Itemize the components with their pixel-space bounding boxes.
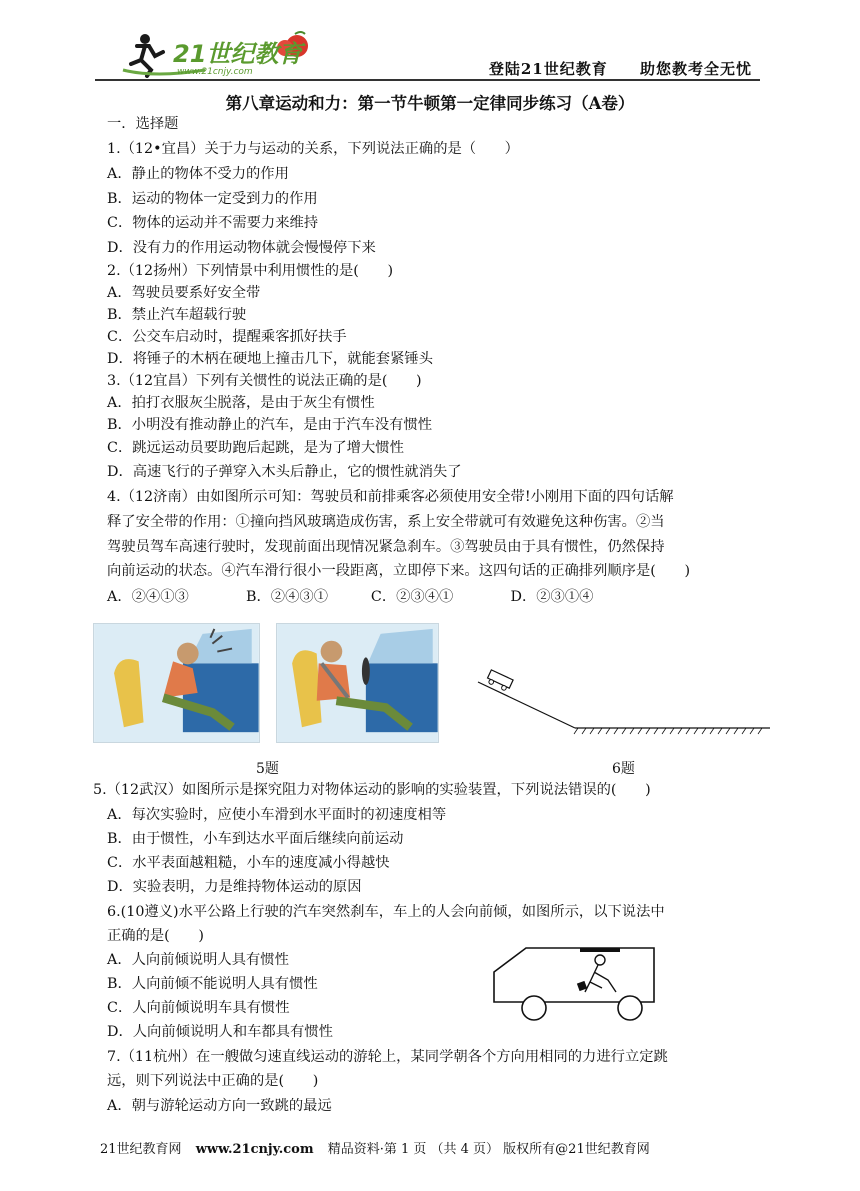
site-logo [115,30,325,78]
q6-stem-line1: 6.(10遵义)水平公路上行驶的汽车突然刹车，车上的人会向前倾，如图所示，以下说法中 [107,904,665,920]
q4-stem-line3: 驾驶员驾车高速行驶时，发现前面出现情况紧急刹车。③驾驶员由于具有惯性，仍然保持 [107,539,665,555]
q1-stem: 1.（12•宜昌）关于力与运动的关系，下列说法正确的是（ ） [107,141,519,157]
q2-stem: 2.（12扬州）下列情景中利用惯性的是( ) [107,263,394,279]
q4-stem-line2: 释了安全带的作用：①撞向挡风玻璃造成伤害，系上安全带就可有效避免这种伤害。②当 [107,514,665,530]
slogan-left: 登陆21世纪教育 [488,60,608,78]
q1-option-d: D．没有力的作用运动物体就会慢慢停下来 [107,240,376,256]
page-title: 第八章运动和力：第一节牛顿第一定律同步练习（A卷） [225,94,635,113]
q5-option-a: A．每次实验时，应使小车滑到水平面时的初速度相等 [107,807,447,823]
q4-stem-line1: 4.（12济南）由如图所示可知：驾驶员和前排乘客必须使用安全带!小刚用下面的四句话解 [107,489,674,505]
q6-option-d: D．人向前倾说明人和车都具有惯性 [107,1024,333,1040]
q3-option-a: A．拍打衣服灰尘脱落，是由于灰尘有惯性 [107,395,375,411]
incline-ramp-diagram [470,668,775,738]
q2-option-c: C．公交车启动时，提醒乘客抓好扶手 [107,329,347,345]
q6-option-b: B．人向前倾不能说明人具有惯性 [107,976,318,992]
q5-option-b: B．由于惯性，小车到达水平面后继续向前运动 [107,831,404,847]
q6-option-c: C．人向前倾说明车具有惯性 [107,1000,290,1016]
q6-option-a: A．人向前倾说明人具有惯性 [107,952,289,968]
q4-stem-line4: 向前运动的状态。④汽车滑行很小一段距离，立即停下来。这四句话的正确排列顺序是( ) [107,563,691,579]
q2-option-b: B．禁止汽车超载行驶 [107,307,247,323]
header-slogan [463,58,752,79]
q2-option-a: A．驾驶员要系好安全带 [107,285,261,301]
page-header [95,30,760,82]
q1-option-b: B．运动的物体一定受到力的作用 [107,191,318,207]
q7-stem-line2: 远，则下列说法中正确的是( ) [107,1073,319,1089]
q7-stem-line1: 7.（11杭州）在一艘做匀速直线运动的游轮上，某同学朝各个方向用相同的力进行立定跳 [107,1049,668,1065]
driver-seatbelt-illustration [276,623,439,743]
footer-site-name: 21世纪教育网 [100,1142,182,1157]
slogan-right: 助您教考全无忧 [639,60,752,78]
footer-url-link[interactable]: www.21cnjy.com [195,1142,314,1157]
q3-option-c: C．跳远运动员要助跑后起跳，是为了增大惯性 [107,440,404,456]
figure-5-caption: 5题 [256,761,279,777]
footer-page-info: 精品资料·第 1 页 （共 4 页） 版权所有@21世纪教育网 [327,1142,650,1157]
q7-option-a: A．朝与游轮运动方向一致跳的最远 [107,1098,332,1114]
q5-option-c: C．水平表面越粗糙，小车的速度减小得越快 [107,855,390,871]
figure-6-caption: 6题 [612,761,635,777]
q3-option-b: B．小明没有推动静止的汽车，是由于汽车没有惯性 [107,417,433,433]
q5-option-d: D．实验表明，力是维持物体运动的原因 [107,879,362,895]
q6-stem-line2: 正确的是( ) [107,928,204,944]
q1-option-c: C．物体的运动并不需要力来维持 [107,215,319,231]
q3-stem: 3.（12宜昌）下列有关惯性的说法正确的是( ) [107,373,422,389]
car-braking-diagram [490,942,670,1024]
header-divider [95,79,760,81]
svg-text:www.21cnjy.com: www.21cnjy.com [177,67,253,77]
q1-option-a: A．静止的物体不受力的作用 [107,166,289,182]
q4-options: A．②④①③ B．②④③① C．②③④① D．②③①④ [107,589,594,605]
svg-text:21世纪教育: 21世纪教育 [173,40,303,68]
section-heading: 一．选择题 [107,116,179,132]
driver-crash-illustration [93,623,260,743]
q2-option-d: D．将锤子的木柄在硬地上撞击几下，就能套紧锤头 [107,351,433,367]
q5-stem: 5.（12武汉）如图所示是探究阻力对物体运动的影响的实验装置，下列说法错误的( ) [93,782,651,798]
q3-option-d: D．高速飞行的子弹穿入木头后静止，它的惯性就消失了 [107,464,462,480]
page-footer [100,1138,650,1157]
